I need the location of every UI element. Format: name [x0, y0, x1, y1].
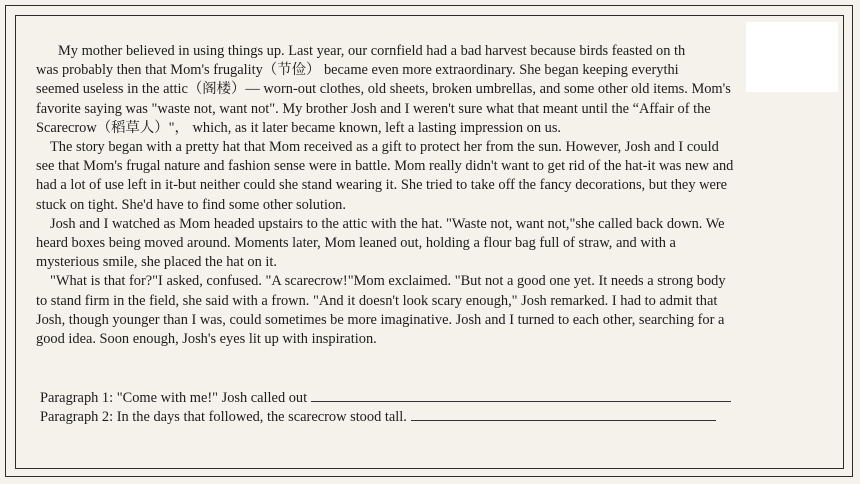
passage-line: see that Mom's frugal nature and fashion sense were in battle. Mom really didn't want to get rid of the hat-it was new and: [36, 158, 734, 175]
passage-line: "What is that for?"I asked, confused. "A scarecrow!"Mom exclaimed. "But not a good one yet. It needs a strong body: [50, 273, 726, 290]
continuation-prompts: [40, 389, 731, 427]
passage-line: favorite saying was "waste not, want not". My brother Josh and I weren't sure what that meant until the “Affair of the: [36, 100, 711, 117]
paragraph-1-text: Paragraph 1: "Come with me!" Josh called out: [40, 390, 308, 406]
paragraph-1-prompt: [40, 389, 731, 408]
paragraph-2-prompt: [40, 408, 731, 427]
passage-line: heard boxes being moved around. Moments later, Mom leaned out, holding a flour bag full of straw, and with a: [36, 235, 676, 252]
white-overlay-box: [746, 22, 838, 92]
passage-line: Josh, though younger than I was, could sometimes be more imaginative. Josh and I turned to each other, searching for a: [36, 311, 725, 328]
passage-line: to stand firm in the field, she said with a frown. "And it doesn't look scary enough," Josh remarked. I had to admit that: [36, 292, 718, 309]
passage-line: Josh and I watched as Mom headed upstairs to the attic with the hat. "Waste not, want not,"she called back down. We: [50, 215, 725, 232]
passage-line: mysterious smile, she placed the hat on it.: [36, 254, 277, 271]
passage-line: seemed useless in the attic（阁楼）— worn-out clothes, old sheets, broken umbrellas, and some other old items. Mom's: [36, 81, 731, 98]
passage-line: was probably then that Mom's frugality（节俭） became even more extraordinary. She began keeping everythi: [36, 62, 679, 79]
passage-line: stuck on tight. She'd have to find some other solution.: [36, 196, 346, 213]
passage-line: good idea. Soon enough, Josh's eyes lit up with inspiration.: [36, 331, 377, 348]
paragraph-2-text: Paragraph 2: In the days that followed, the scarecrow stood tall.: [40, 409, 407, 426]
paragraph-1-blank[interactable]: [311, 389, 731, 402]
passage-line: had a lot of use left in it-but neither could she stand wearing it. She tried to take off the fancy decorations, but they were: [36, 177, 728, 194]
passage-line: My mother believed in using things up. Last year, our cornfield had a bad harvest because birds feasted on th: [58, 43, 686, 59]
passage-line: The story began with a pretty hat that Mom received as a gift to protect her from the sun. However, Josh and I could: [50, 139, 719, 156]
paragraph-2-blank[interactable]: [411, 408, 716, 421]
reading-passage: [36, 42, 831, 349]
passage-line: Scarecrow（稻草人）"， which, as it later became known, left a lasting impression on us.: [36, 119, 562, 136]
